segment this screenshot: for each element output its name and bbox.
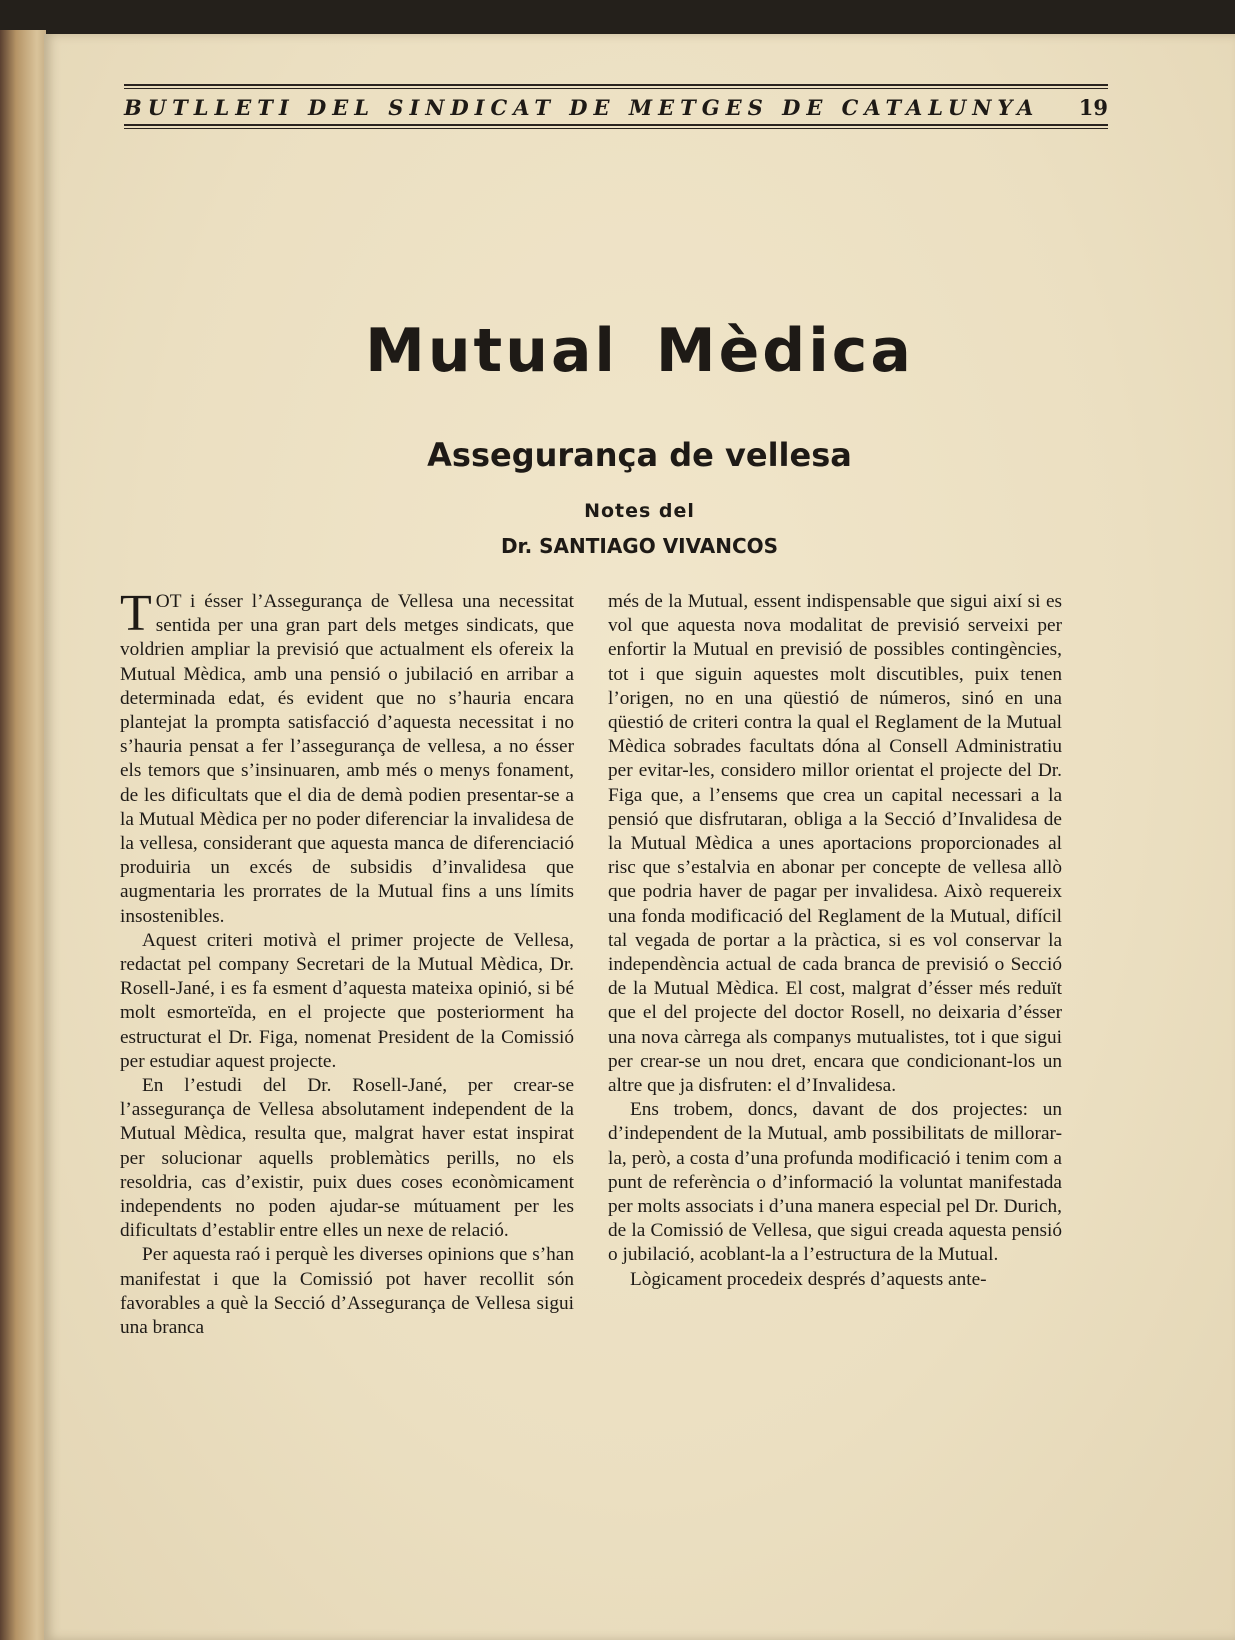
paragraph: més de la Mutual, essent indispensable que sigui així si es vol que aquesta nova modalitat de previsió serveixi per enfortir la Mutual en previsió de possibles contingències, tot i que siguin aquestes molt discutibles, puix tenen l’origen, no en una qüestió de números, sinó en una qüestió de criteri contra la qual el Reglament de la Mutual Mèdica sobrades facultats dóna al Consell Administratiu per evitar-les, considero millor orientat el projecte del Dr. Figa que, a l’ensems que crea un capital necessari a la pensió que disfrutaran, obliga a la Secció d’Invalidesa de la Mutual Mèdica a unes aportacions proporcionades al risc que s’estalvia en abonar per concepte de vellesa allò que podria haver de pagar per invalidesa. Això requereix una fonda modificació del Reglament de la Mutual, difícil tal vegada de portar a la pràctica, si es vol conservar la independència actual de cada branca de previsió o Secció de la Mutual Mèdica. El cost, malgrat d’ésser més reduït que el del projecte del doctor Rosell, no deixaria d’ésser una nova càrrega als companys mutualistes, tot i que sigui per crear-se un nou dret, encara que condicionant-los un altre que ja disfruten: el d’Invalidesa. — [608, 591, 1062, 1097]
drop-cap: T — [120, 585, 152, 642]
paragraph: Aquest criteri motivà el primer projecte de Vellesa, redactat pel company Secretari de la Mutual Mèdica, Dr. Rosell-Jané, i es fa esment d’aquesta mateixa opinió, si bé molt esmorteïda, en el projecte que posteriorment ha estructurat el Dr. Figa, nomenat President de la Comissió per estudiar aquest projecte. — [120, 929, 574, 1072]
journal-page — [44, 34, 1235, 1640]
journal-title: BUTLLETI DEL SINDICAT DE METGES DE CATALUNYA — [124, 95, 1040, 120]
paragraph — [120, 585, 574, 929]
article-title: Mutual Mèdica — [365, 316, 914, 386]
article-subtitle: Assegurança de vellesa — [427, 436, 852, 474]
paragraph-text: OT i ésser l’Assegurança de Vellesa una necessitat sentida per una gran part dels metges sindicats, que voldrien ampliar la previsió que actualment els ofereix la Mutual Mèdica, amb una pensió o jubilació en arribar a determinada edat, és evident que no s’hauria encara plantejat la prompta satisfacció d’aquesta necessitat i no s’hauria pensat a fer l’assegurança de vellesa, a no ésser els temors que s’insinuaren, amb més o menys fonament, de les dificultats que el dia de demà podien presentar-se a la Mutual Mèdica per no poder diferenciar la invalidesa de la vellesa, considerant que aquesta manca de diferenciació produiria un excés de subsidis d’invalidesa que augmentaria les prorrates de la Mutual fins a uns límits insostenibles. — [120, 591, 574, 927]
book-spine — [0, 30, 46, 1640]
top-rule — [124, 84, 1108, 86]
page-number: 19 — [1078, 95, 1108, 120]
byline-prefix: Notes del — [584, 500, 695, 522]
bottom-rule — [124, 124, 1108, 126]
author-name: Dr. SANTIAGO VIVANCOS — [500, 534, 779, 558]
running-head — [124, 84, 1108, 129]
running-head-row — [124, 89, 1108, 124]
paragraph: Ens trobem, doncs, davant de dos projectes: un d’independent de la Mutual, amb possibilitats de millorar-la, però, a costa d’una profunda modificació i tenim com a punt de referència o d’informació la voluntat manifestada per molts associats i d’una manera especial pel Dr. Durich, de la Comissió de Vellesa, que sigui creada aquesta pensió o jubilació, acoblant-la a l’estructura de la Mutual. — [608, 1099, 1062, 1266]
left-column — [120, 585, 574, 1340]
right-column — [608, 590, 1062, 1292]
paragraph: Lògicament procedeix després d’aquests ante- — [630, 1268, 987, 1290]
bottom-rule-thin — [124, 128, 1108, 129]
paragraph: Per aquesta raó i perquè les diverses opinions que s’han manifestat i que la Comissió pot haver recollit són favorables a què la Secció d’Assegurança de Vellesa sigui una branca — [120, 1244, 574, 1339]
paragraph: En l’estudi del Dr. Rosell-Jané, per crear-se l’assegurança de Vellesa absolutament independent de la Mutual Mèdica, resulta que, malgrat haver estat inspirat per solucionar aquells problemàtics perills, no els resoldria, cas d’existir, puix dues coses econòmicament independents no poden ajudar-se mútuament per les dificultats d’establir entre elles un nexe de relació. — [120, 1075, 574, 1242]
